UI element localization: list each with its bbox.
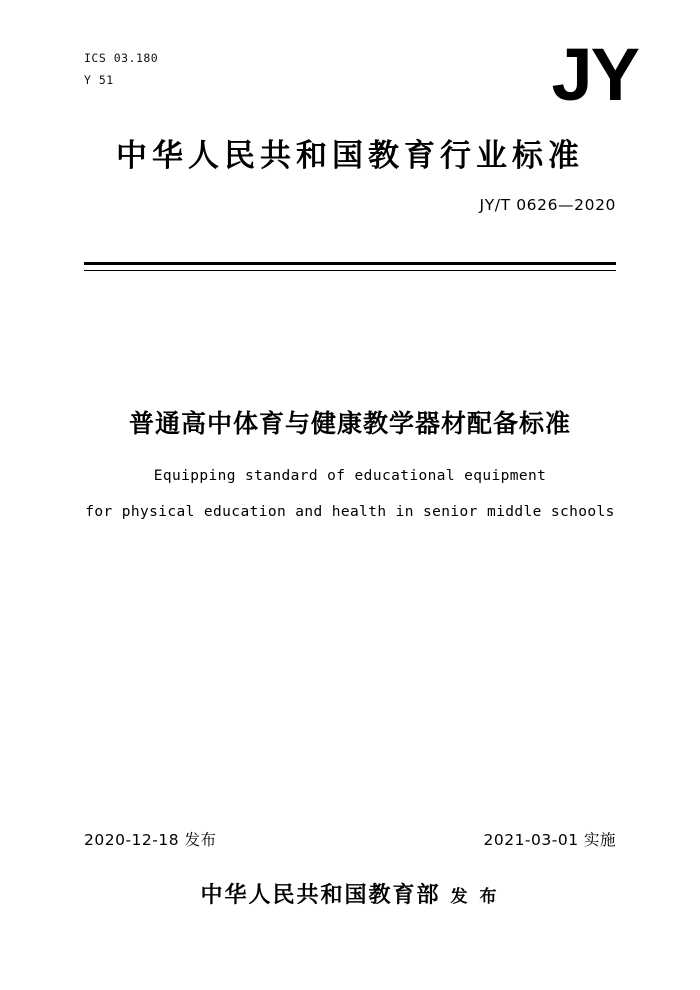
effective-date: 2021-03-01 实施: [483, 831, 616, 849]
publisher-line: [0, 878, 700, 909]
classification-code: Y 51: [84, 72, 114, 87]
subject-title-en-line2: for physical education and health in senior middle schools: [85, 504, 615, 520]
issue-date: 2020-12-18 发布: [84, 831, 217, 849]
standard-number: JY/T 0626—2020: [479, 196, 616, 214]
subject-title-cn: 普通高中体育与健康教学器材配备标准: [128, 409, 571, 438]
header-rule-thick: [84, 262, 616, 265]
subject-title-en-line1: Equipping standard of educational equipment: [153, 468, 547, 484]
ics-code: ICS 03.180: [84, 51, 159, 65]
header-rule-thin: [84, 270, 616, 271]
publisher-name: 中华人民共和国教育部: [200, 883, 441, 908]
standard-title-cn: 中华人民共和国教育行业标准: [116, 138, 584, 174]
jy-logo: JY: [551, 33, 638, 116]
document-meta-codes: [84, 48, 158, 92]
publisher-suffix: 发 布: [450, 887, 500, 907]
